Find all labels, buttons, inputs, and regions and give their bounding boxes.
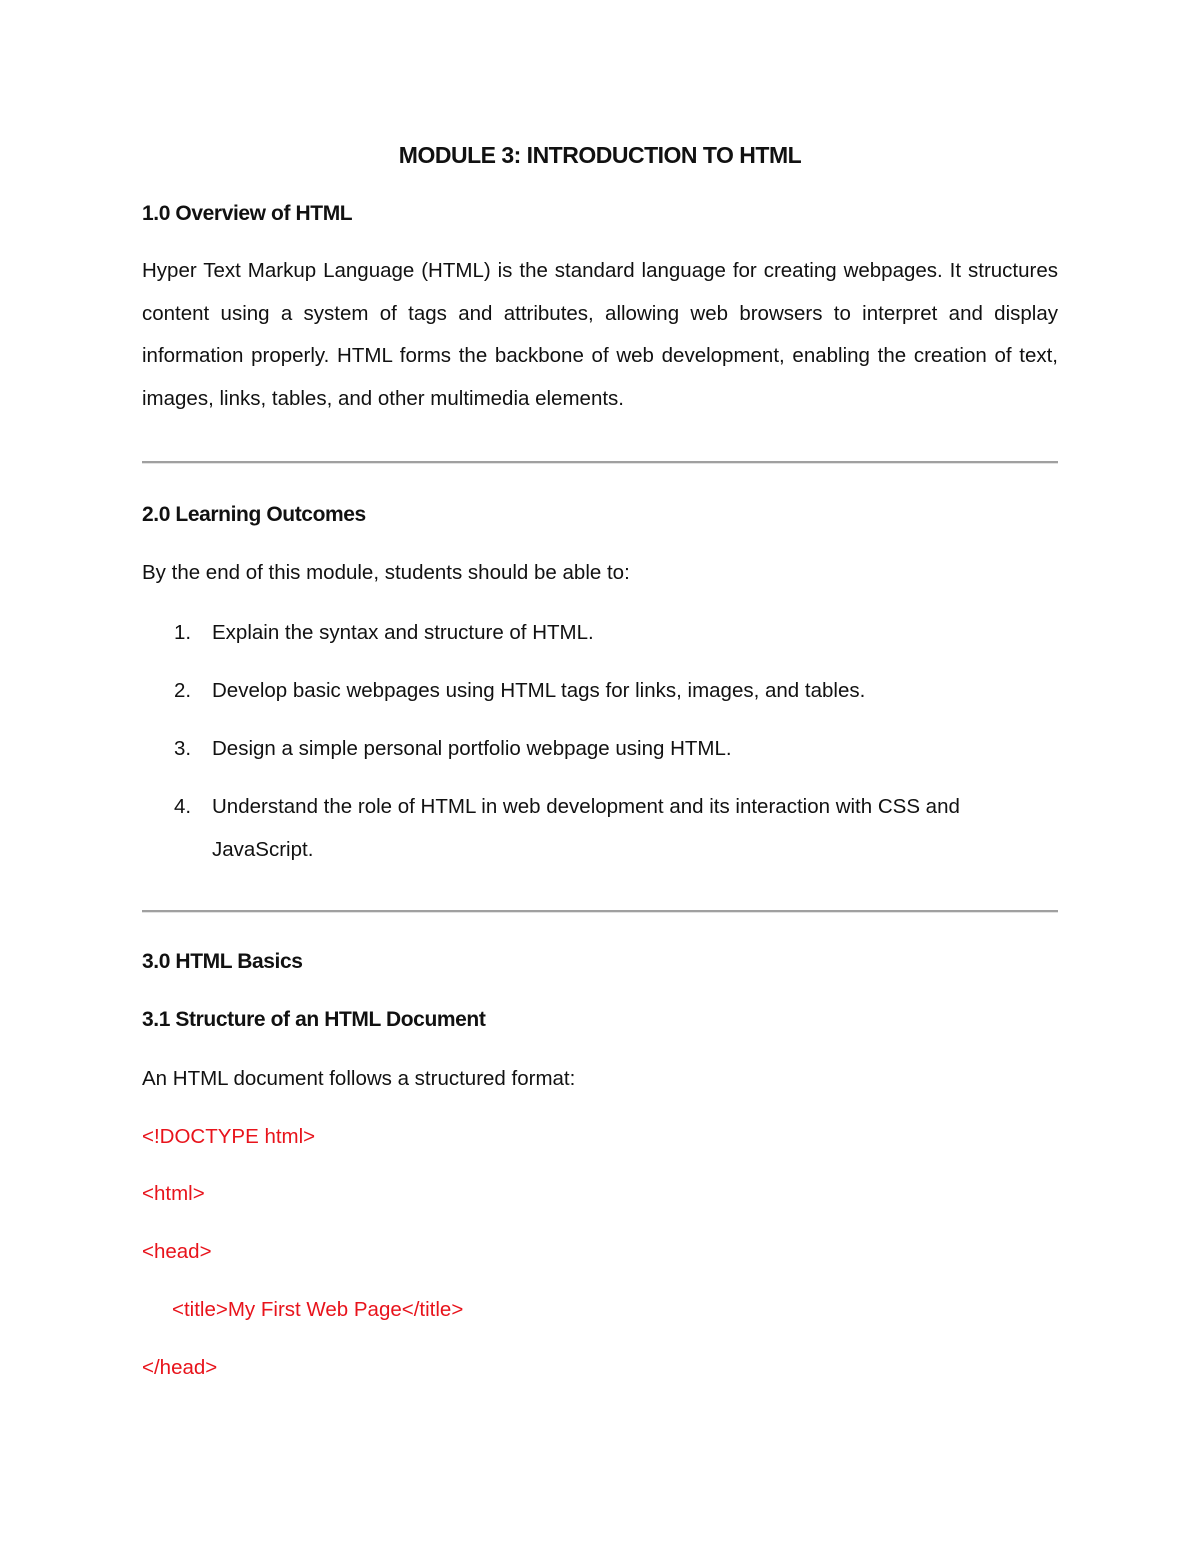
list-item-number: 2. xyxy=(174,679,192,702)
list-item xyxy=(142,786,1060,871)
list-item xyxy=(142,670,1060,713)
code-line-html-open: <html> xyxy=(142,1182,205,1205)
code-line-head-open: <head> xyxy=(142,1240,212,1263)
section-heading-learning-outcomes: 2.0 Learning Outcomes xyxy=(142,503,366,526)
code-line-head-close: </head> xyxy=(142,1356,218,1379)
learning-outcomes-list xyxy=(142,612,1060,887)
module-title: MODULE 3: INTRODUCTION TO HTML xyxy=(398,142,802,168)
section-divider xyxy=(142,461,1058,464)
structure-intro: An HTML document follows a structured format: xyxy=(142,1067,576,1090)
list-item-number: 4. xyxy=(174,795,192,818)
subsection-heading-structure: 3.1 Structure of an HTML Document xyxy=(142,1008,486,1031)
list-item xyxy=(142,612,1060,655)
list-item-number: 1. xyxy=(174,621,192,644)
code-line-doctype: <!DOCTYPE html> xyxy=(142,1125,316,1148)
code-line-title: <title>My First Web Page</title> xyxy=(172,1298,464,1321)
list-item xyxy=(142,728,1060,771)
overview-paragraph: Hyper Text Markup Language (HTML) is the standard language for creating webpages. It structures content using a system of tags and attributes, allowing web browsers to interpret and display information properly. HTML forms the backbone of web development, enabling the creation of text, images, links, tables, and other multimedia elements. xyxy=(142,259,1058,410)
list-item-text: Understand the role of HTML in web development and its interaction with CSS and JavaScript. xyxy=(212,795,960,861)
list-item-text: Design a simple personal portfolio webpage using HTML. xyxy=(212,737,732,760)
list-item-number: 3. xyxy=(174,737,192,760)
section-heading-overview: 1.0 Overview of HTML xyxy=(142,202,353,225)
section-divider xyxy=(142,910,1058,913)
section-heading-html-basics: 3.0 HTML Basics xyxy=(142,950,303,973)
list-item-text: Explain the syntax and structure of HTML. xyxy=(212,621,594,644)
learning-outcomes-intro: By the end of this module, students should be able to: xyxy=(142,561,630,584)
list-item-text: Develop basic webpages using HTML tags for links, images, and tables. xyxy=(212,679,866,702)
